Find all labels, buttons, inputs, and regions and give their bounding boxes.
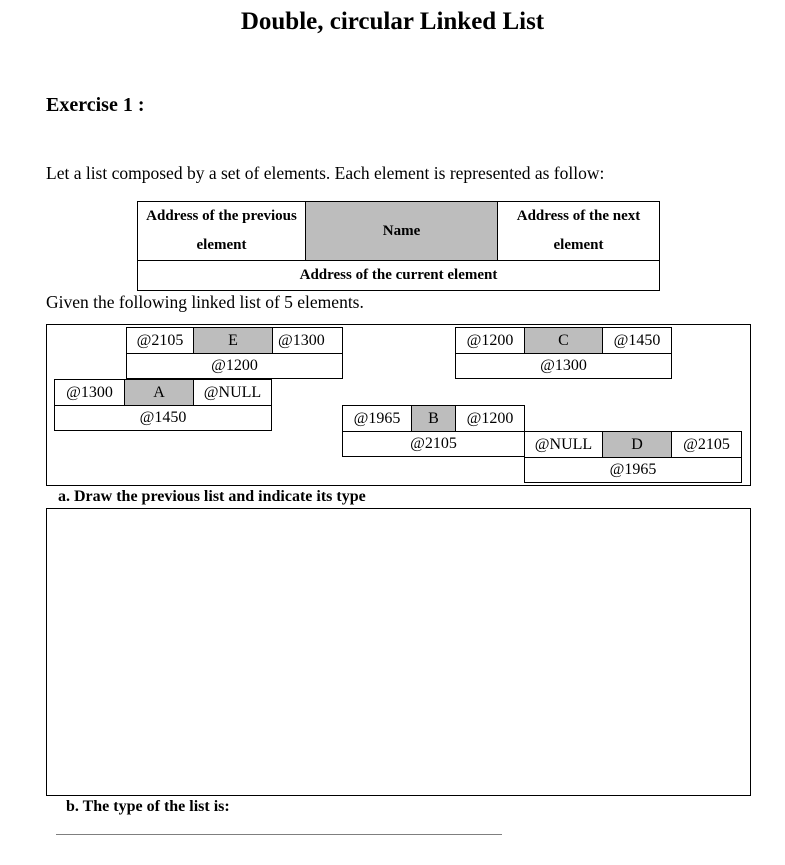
- node-prev: @2105: [126, 327, 194, 354]
- node-name: C: [524, 327, 603, 354]
- node-name: E: [193, 327, 273, 354]
- legend-prev-cell: Address of the previous element: [137, 201, 306, 261]
- node-prev: @1200: [455, 327, 525, 354]
- legend-current-cell: Address of the current element: [137, 260, 660, 291]
- page-title: Double, circular Linked List: [240, 8, 545, 35]
- node-next: @1300: [272, 327, 343, 354]
- node-address: @1300: [455, 353, 672, 379]
- node-next: @2105: [671, 431, 742, 458]
- legend-name-cell: Name: [305, 201, 498, 261]
- node-prev: @1965: [342, 405, 412, 432]
- question-a: a. Draw the previous list and indicate its type: [58, 488, 366, 505]
- node-address: @1450: [54, 405, 272, 431]
- given-text: Given the following linked list of 5 elements.: [46, 292, 364, 312]
- legend-next-cell: Address of the next element: [497, 201, 660, 261]
- intro-text: Let a list composed by a set of elements. Each element is represented as follow:: [46, 163, 605, 183]
- node-next: @1200: [455, 405, 525, 432]
- exercise-heading: Exercise 1 :: [46, 94, 145, 116]
- node-address: @1200: [126, 353, 343, 379]
- node-address: @2105: [342, 431, 525, 457]
- node-prev: @NULL: [524, 431, 603, 458]
- node-name: B: [411, 405, 456, 432]
- answer-line[interactable]: [56, 834, 502, 835]
- drawing-answer-box[interactable]: [46, 508, 751, 796]
- node-prev: @1300: [54, 379, 125, 406]
- node-next: @1450: [602, 327, 672, 354]
- question-b: b. The type of the list is:: [66, 798, 230, 815]
- node-name: A: [124, 379, 194, 406]
- node-name: D: [602, 431, 672, 458]
- node-address: @1965: [524, 457, 742, 483]
- node-next: @NULL: [193, 379, 272, 406]
